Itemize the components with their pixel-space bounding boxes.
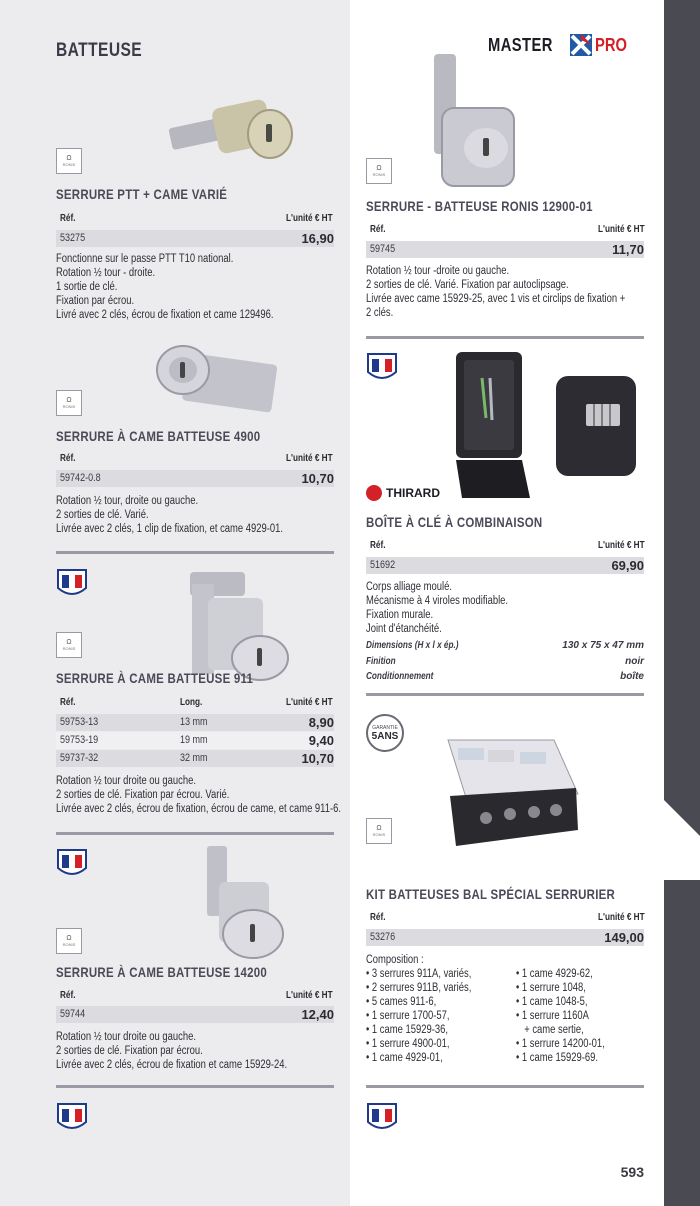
price-header: L'unité € HT: [286, 990, 333, 1001]
page-number: 593: [620, 1164, 644, 1180]
spec-value: noir: [625, 656, 644, 667]
ronis-logo: Ω RONIS: [366, 158, 392, 184]
price-header: L'unité € HT: [598, 224, 645, 235]
divider: [56, 832, 334, 835]
thirard-circle-icon: [366, 485, 382, 501]
product-title: SERRURE À CAME BATTEUSE 911: [56, 670, 254, 686]
lock-14200-image: [195, 842, 295, 960]
lock-12900-image: [420, 52, 530, 192]
ref-cell: 59745: [370, 243, 396, 255]
composition-label: Composition :: [366, 954, 424, 966]
ref-cell: 59753-19: [60, 734, 99, 746]
spec-label: Finition: [366, 656, 396, 667]
price-header: L'unité € HT: [286, 453, 333, 464]
spec-value: 130 x 75 x 47 mm: [562, 640, 644, 651]
price-cell: 10,70: [301, 471, 334, 486]
price-cell: 8,90: [308, 715, 334, 730]
product-title: KIT BATTEUSES BAL SPÉCIAL SERRURIER: [366, 886, 616, 902]
ref-cell: 53276: [370, 931, 396, 943]
made-in-france-icon: [366, 1100, 398, 1134]
ref-header: Réf.: [60, 453, 76, 464]
price-cell: 10,70: [301, 751, 334, 766]
made-in-france-icon: [56, 846, 88, 880]
made-in-france-icon: [56, 1100, 88, 1134]
brand-cross-icon: [570, 34, 592, 56]
price-cell: 149,00: [604, 930, 644, 945]
brand-pro: PRO: [594, 34, 627, 55]
product-description: Rotation ½ tour -droite ou gauche. 2 sorties de clé. Varié. Fixation par autoclipsage. Livrée avec came 15929-25, avec 1 vis et circlips de fixation + 2 clés.: [366, 265, 626, 319]
thirard-logo: THIRARD: [366, 485, 440, 501]
ref-header: Réf.: [60, 697, 76, 708]
composition-list-1: • 3 serrures 911A, variés, • 2 serrures 911B, variés, • 5 cames 911-6, • 1 serrure 1700-57, • 1 came 15929-36, • 1 serrure 4900-01, • 1 came 4929-01,: [366, 968, 472, 1064]
chapter-strip: [664, 0, 700, 1206]
divider: [366, 693, 644, 696]
product-title: SERRURE PTT + CAME VARIÉ: [56, 186, 228, 202]
product-description: Corps alliage moulé. Mécanisme à 4 viroles modifiable. Fixation murale. Joint d'étanchéité.: [366, 581, 509, 635]
product-title: BOÎTE À CLÉ À COMBINAISON: [366, 514, 543, 530]
product-description: Rotation ½ tour droite ou gauche. 2 sorties de clé. Fixation par écrou. Varié. Livrée avec 2 clés, écrou de fixation, écrou de came, et came 911-6.: [56, 775, 341, 815]
ronis-logo: Ω RONIS: [56, 148, 82, 174]
divider: [366, 1085, 644, 1088]
table-row-bg: [366, 929, 644, 946]
table-row-bg: [366, 557, 644, 574]
price-header: L'unité € HT: [286, 213, 333, 224]
divider: [56, 1085, 334, 1088]
product-title: SERRURE À CAME BATTEUSE 4900: [56, 428, 261, 444]
long-cell: 19 mm: [180, 734, 208, 746]
price-header: L'unité € HT: [598, 912, 645, 923]
price-cell: 16,90: [301, 231, 334, 246]
spec-label: Conditionnement: [366, 671, 434, 682]
ronis-logo: Ω RONIS: [366, 818, 392, 844]
product-description: Rotation ½ tour, droite ou gauche. 2 sorties de clé. Varié. Livrée avec 2 clés, 1 clip de fixation, et came 4929-01.: [56, 495, 283, 535]
ref-cell: 53275: [60, 232, 86, 244]
ronis-logo: Ω RONIS: [56, 390, 82, 416]
divider: [56, 551, 334, 554]
made-in-france-icon: [56, 566, 88, 600]
composition-list-2: • 1 came 4929-62, • 1 serrure 1048, • 1 came 1048-5, • 1 serrure 1160A + came sertie, • 1 serrure 14200-01, • 1 came 15929-69.: [516, 968, 605, 1064]
price-cell: 69,90: [611, 558, 644, 573]
brand-master: MASTER: [487, 34, 553, 55]
made-in-france-icon: [366, 350, 398, 384]
divider: [366, 336, 644, 339]
ptt-lock-image: [160, 92, 310, 172]
long-header: Long.: [180, 697, 203, 708]
ronis-logo: Ω RONIS: [56, 928, 82, 954]
price-cell: 11,70: [612, 242, 644, 257]
price-header: L'unité € HT: [598, 540, 645, 551]
ref-cell: 59737-32: [60, 752, 99, 764]
ref-cell: 59744: [60, 1008, 86, 1020]
long-cell: 13 mm: [180, 716, 208, 728]
ref-header: Réf.: [60, 990, 76, 1001]
price-cell: 9,40: [308, 733, 334, 748]
product-description: Rotation ½ tour droite ou gauche. 2 sorties de clé. Fixation par écrou. Livrée avec 2 clés, écrou de fixation et came 15929-24.: [56, 1031, 288, 1071]
ronis-logo: Ω RONIS: [56, 632, 82, 658]
ref-header: Réf.: [370, 912, 386, 923]
ref-header: Réf.: [370, 540, 386, 551]
product-title: SERRURE À CAME BATTEUSE 14200: [56, 964, 268, 980]
kit-case-image: [428, 734, 580, 856]
spec-label: Dimensions (H x l x ép.): [366, 640, 459, 651]
ref-cell: 59742-0.8: [60, 472, 101, 484]
table-row-bg: [56, 230, 334, 247]
ref-cell: 51692: [370, 559, 396, 571]
page-title: BATTEUSE: [56, 40, 143, 61]
product-title: SERRURE - BATTEUSE RONIS 12900-01: [366, 198, 593, 214]
key-box-image: [452, 348, 644, 513]
table-row-bg: [366, 241, 644, 258]
spec-value: boîte: [620, 671, 644, 682]
long-cell: 32 mm: [180, 752, 208, 764]
product-description: Fonctionne sur le passe PTT T10 national. Rotation ½ tour - droite. 1 sortie de clé. Fixation par écrou. Livré avec 2 clés, écrou de fixation et came 129496.: [56, 253, 274, 321]
ref-header: Réf.: [60, 213, 76, 224]
ref-header: Réf.: [370, 224, 386, 235]
ref-cell: 59753-13: [60, 716, 99, 728]
price-header: L'unité € HT: [286, 697, 333, 708]
lock-4900-image: [145, 340, 285, 420]
guarantee-badge: GARANTIE 5ANS: [366, 714, 404, 752]
table-row-bg: [56, 1006, 334, 1023]
price-cell: 12,40: [301, 1007, 334, 1022]
